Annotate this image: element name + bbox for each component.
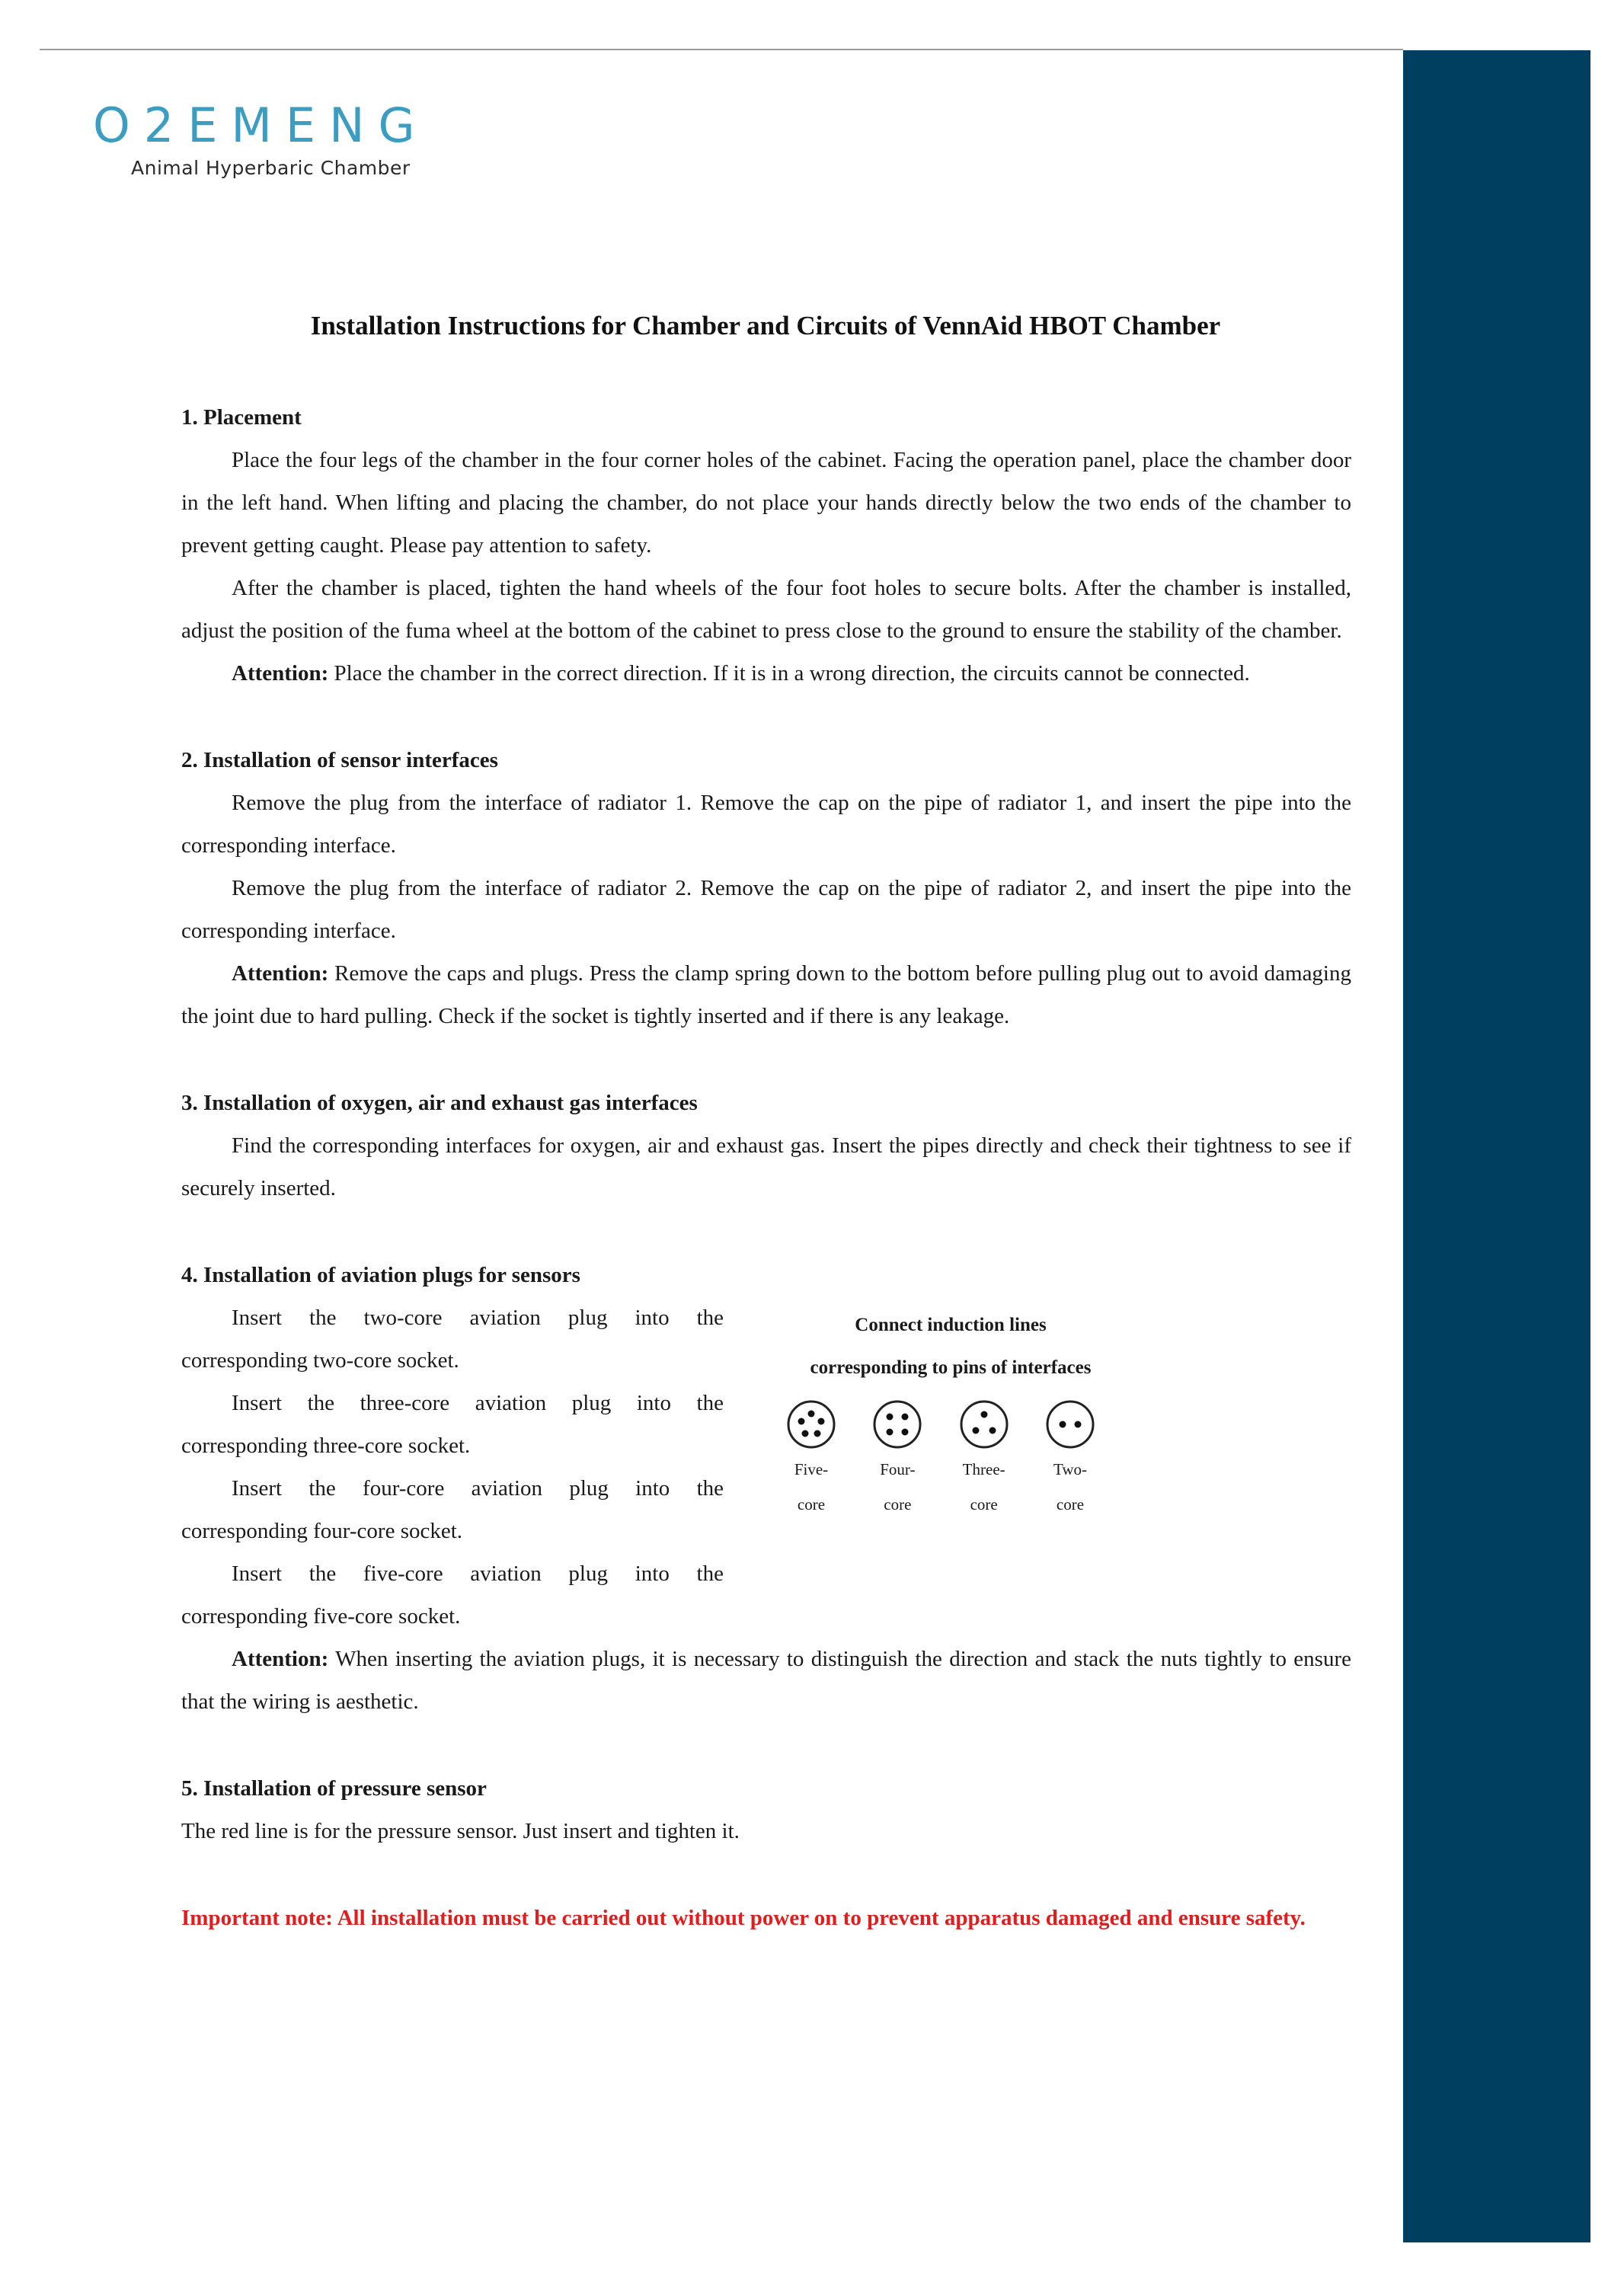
- list-item: Insert the two-core aviation plug into the corresponding two-core socket.: [181, 1306, 724, 1373]
- pin-label-line1: Three-: [962, 1460, 1005, 1478]
- attention-label: Attention:: [232, 661, 329, 686]
- pin-label-line1: Five-: [794, 1460, 829, 1478]
- pin-label-line1: Four-: [880, 1460, 916, 1478]
- logo-subtitle: Animal Hyperbaric Chamber: [131, 157, 411, 179]
- section-aviation-plugs: [181, 1254, 1351, 1723]
- paragraph: Remove the plug from the interface of radiator 2. Remove the cap on the pipe of radiator 2, and insert the pipe into the corresponding interface.: [181, 876, 1351, 943]
- pin-label-line2: core: [797, 1495, 826, 1513]
- pin-four-core: [863, 1398, 932, 1520]
- section-gas-interfaces: [181, 1082, 1351, 1210]
- list-item: Insert the three-core aviation plug into the corresponding three-core socket.: [181, 1391, 724, 1458]
- pin-row: [777, 1398, 1105, 1520]
- section-pressure-sensor: [181, 1767, 1351, 1852]
- document-title: Installation Instructions for Chamber and Circuits of VennAid HBOT Chamber: [310, 311, 1221, 340]
- diagram-title-line2: corresponding to pins of interfaces: [810, 1357, 1092, 1378]
- pin-label-line2: core: [970, 1495, 998, 1513]
- attention-text: When inserting the aviation plugs, it is necessary to distinguish the direction and stack the nuts tightly to ensure that the wiring is aesthetic.: [181, 1647, 1351, 1714]
- aviation-plugs-block: [181, 1254, 1351, 1638]
- attention-label: Attention:: [232, 961, 329, 986]
- paragraph: Remove the plug from the interface of radiator 1. Remove the cap on the pipe of radiator 1, and insert the pipe into the corresponding interface.: [181, 791, 1351, 858]
- document-body: [181, 396, 1351, 1939]
- sidebar-band: [1403, 50, 1590, 2242]
- section-heading: 5. Installation of pressure sensor: [181, 1776, 487, 1801]
- attention-paragraph: [181, 652, 1351, 695]
- attention-paragraph: [181, 1638, 1351, 1723]
- pin-five-core: [777, 1398, 846, 1520]
- logo-name: O2EMENG: [93, 97, 429, 153]
- list-item: Insert the four-core aviation plug into the corresponding four-core socket.: [181, 1476, 724, 1543]
- five-pin-socket-icon: [785, 1398, 837, 1450]
- section-placement: [181, 396, 1351, 695]
- pin-label-line1: Two-: [1053, 1460, 1087, 1478]
- diagram-title-line1: Connect induction lines: [855, 1315, 1047, 1335]
- pin-diagram: [775, 1304, 1126, 1520]
- aviation-plugs-list: [181, 1254, 724, 1638]
- attention-label: Attention:: [232, 1647, 329, 1671]
- two-pin-socket-icon: [1044, 1398, 1096, 1450]
- list-item: Insert the five-core aviation plug into the corresponding five-core socket.: [181, 1561, 724, 1629]
- attention-text: Place the chamber in the correct direction. If it is in a wrong direction, the circuits cannot be connected.: [328, 661, 1250, 686]
- pin-two-core: [1036, 1398, 1105, 1520]
- logo: [93, 99, 429, 179]
- pin-label-line2: core: [884, 1495, 912, 1513]
- important-note: Important note: All installation must be carried out without power on to prevent apparatus damaged and ensure safety.: [181, 1906, 1306, 1930]
- section-sensor-interfaces: [181, 739, 1351, 1037]
- section-heading: 1. Placement: [181, 405, 302, 430]
- section-heading: 3. Installation of oxygen, air and exhaust gas interfaces: [181, 1091, 698, 1115]
- paragraph: Place the four legs of the chamber in the four corner holes of the cabinet. Facing the operation panel, place the chamber door in the left hand. When lifting and placing the chamber, do not place your hands directly below the two ends of the chamber to prevent getting caught. Please pay attention to safety.: [181, 448, 1351, 558]
- three-pin-socket-icon: [958, 1398, 1010, 1450]
- paragraph: Find the corresponding interfaces for oxygen, air and exhaust gas. Insert the pipes directly and check their tightness to see if securely inserted.: [181, 1133, 1351, 1200]
- section-heading: 2. Installation of sensor interfaces: [181, 748, 498, 772]
- attention-text: Remove the caps and plugs. Press the clamp spring down to the bottom before pulling plug out to avoid damaging the joint due to hard pulling. Check if the socket is tightly inserted and if there is any leakage.: [181, 961, 1351, 1028]
- top-rule: [40, 49, 1403, 50]
- paragraph: The red line is for the pressure sensor. Just insert and tighten it.: [181, 1819, 740, 1843]
- pin-label-line2: core: [1056, 1495, 1085, 1513]
- section-heading: 4. Installation of aviation plugs for sensors: [181, 1263, 580, 1287]
- four-pin-socket-icon: [871, 1398, 923, 1450]
- pin-three-core: [950, 1398, 1018, 1520]
- paragraph: After the chamber is placed, tighten the hand wheels of the four foot holes to secure bolts. After the chamber is installed, adjust the position of the fuma wheel at the bottom of the cabinet to press close to the ground to ensure the stability of the chamber.: [181, 576, 1351, 643]
- attention-paragraph: [181, 952, 1351, 1037]
